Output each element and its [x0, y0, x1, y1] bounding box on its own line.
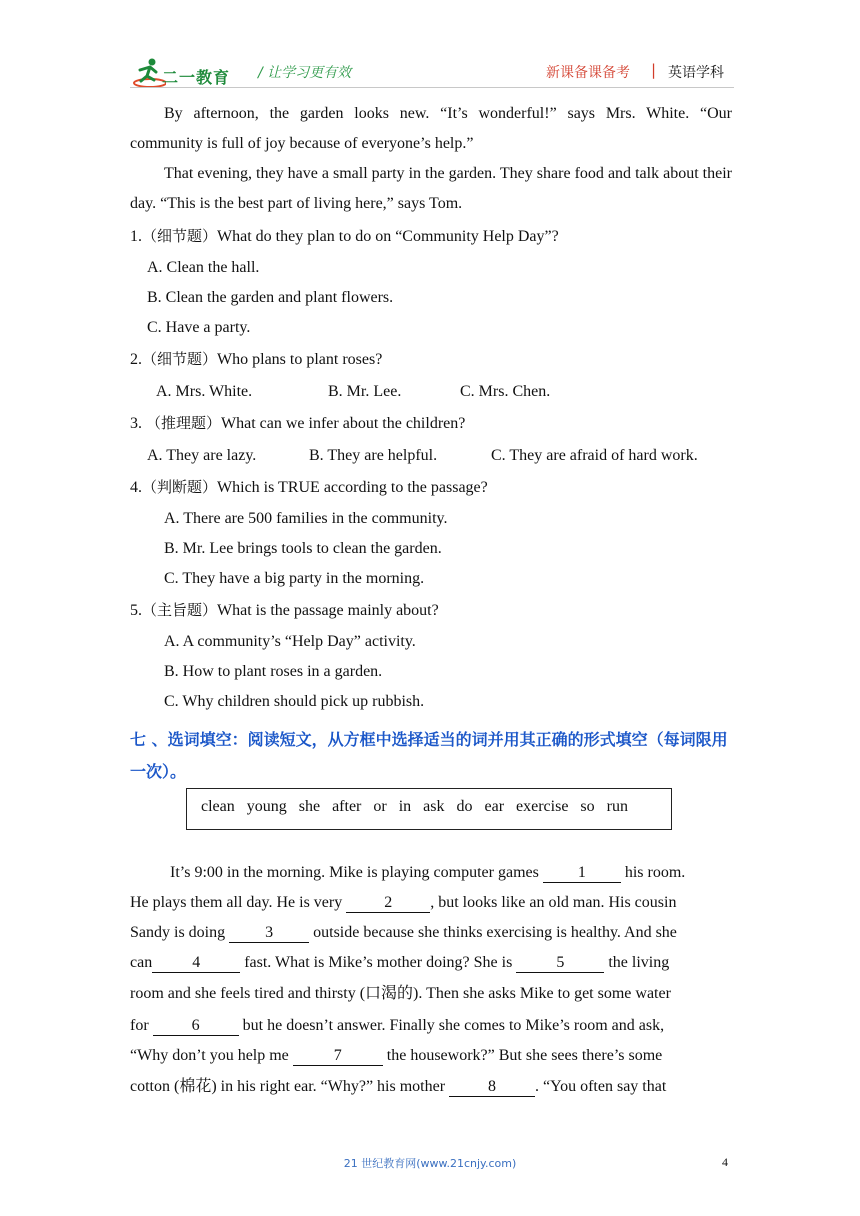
logo-text: 二一教育: [162, 68, 231, 87]
word-box: [186, 788, 672, 830]
question-4-option-a: A. There are 500 families in the community.: [164, 510, 448, 527]
cloze-line-1: It’s 9:00 in the morning. Mike is playing computer games 1 his room.: [170, 864, 686, 881]
header-separator: |: [651, 61, 657, 79]
header-subject-label: 英语学科: [668, 65, 724, 81]
page-number: 4: [722, 1155, 728, 1169]
cloze-line-2: He plays them all day. He is very 2 , but looks like an old man. His cousin: [130, 894, 677, 911]
header-slogan: / 让学习更有效: [258, 65, 352, 81]
question-4-option-b: B. Mr. Lee brings tools to clean the garden.: [164, 540, 442, 557]
blank-4[interactable]: 4: [152, 954, 240, 973]
passage-paragraph-2: That evening, they have a small party in the garden. They share food and talk about their day. “This is the best part of living here,” says Tom.: [130, 165, 732, 212]
word-box-words: clean young she after or in ask do ear exercise so run: [201, 798, 628, 815]
question-1-option-c: C. Have a party.: [147, 319, 251, 336]
section-7-title: 七 、选词填空：阅读短文，从方框中选择适当的词并用其正确的形式填空（每词限用一次）。: [130, 730, 728, 781]
blank-3[interactable]: 3: [229, 924, 309, 943]
cloze-line-6: for 6 but he doesn’t answer. Finally she comes to Mike’s room and ask,: [130, 1017, 665, 1034]
cloze-line-7: “Why don’t you help me 7 the housework?” But she sees there’s some: [130, 1047, 663, 1064]
question-2-option-a: A. Mrs. White.: [156, 383, 253, 400]
cloze-line-5: room and she feels tired and thirsty (口渴的). Then she asks Mike to get some water: [130, 985, 671, 1002]
question-2: 2.（细节题）Who plans to plant roses?: [130, 350, 383, 368]
footer-site[interactable]: 21 世纪教育网(www.21cnjy.com): [343, 1157, 517, 1170]
blank-7[interactable]: 7: [293, 1047, 383, 1066]
question-3: 3. （推理题）What can we infer about the children?: [130, 414, 466, 432]
blank-1[interactable]: 1: [543, 864, 621, 883]
cloze-line-4: can 4 fast. What is Mike’s mother doing? She is 5 the living: [130, 954, 670, 971]
question-1-option-b: B. Clean the garden and plant flowers.: [147, 289, 394, 306]
question-1: 1.（细节题）What do they plan to do on “Community Help Day”?: [130, 227, 559, 245]
question-4-option-c: C. They have a big party in the morning.: [164, 570, 425, 587]
question-2-option-c: C. Mrs. Chen.: [460, 383, 551, 400]
question-5: 5.（主旨题）What is the passage mainly about?: [130, 601, 439, 619]
blank-8[interactable]: 8: [449, 1078, 535, 1097]
runner-logo-icon: [132, 56, 166, 90]
cloze-line-3: Sandy is doing 3 outside because she thinks exercising is healthy. And she: [130, 924, 677, 941]
blank-5[interactable]: 5: [516, 954, 604, 973]
question-3-option-c: C. They are afraid of hard work.: [491, 447, 698, 464]
question-5-option-c: C. Why children should pick up rubbish.: [164, 693, 425, 710]
question-3-option-b: B. They are helpful.: [309, 447, 438, 464]
cloze-line-8: cotton (棉花) in his right ear. “Why?” his mother 8 . “You often say that: [130, 1078, 667, 1095]
question-3-option-a: A. They are lazy.: [147, 447, 257, 464]
question-5-option-b: B. How to plant roses in a garden.: [164, 663, 383, 680]
header-divider: [130, 87, 734, 88]
question-1-option-a: A. Clean the hall.: [147, 259, 260, 276]
blank-6[interactable]: 6: [153, 1017, 239, 1036]
question-5-option-a: A. A community’s “Help Day” activity.: [164, 633, 416, 650]
question-2-option-b: B. Mr. Lee.: [328, 383, 402, 400]
header-course-label: 新课备课备考: [546, 65, 630, 81]
blank-2[interactable]: 2: [346, 894, 430, 913]
passage-paragraph-1: By afternoon, the garden looks new. “It’s wonderful!” says Mrs. White. “Our community is full of joy because of everyone’s help.”: [130, 105, 732, 152]
question-4: 4.（判断题）Which is TRUE according to the passage?: [130, 478, 488, 496]
